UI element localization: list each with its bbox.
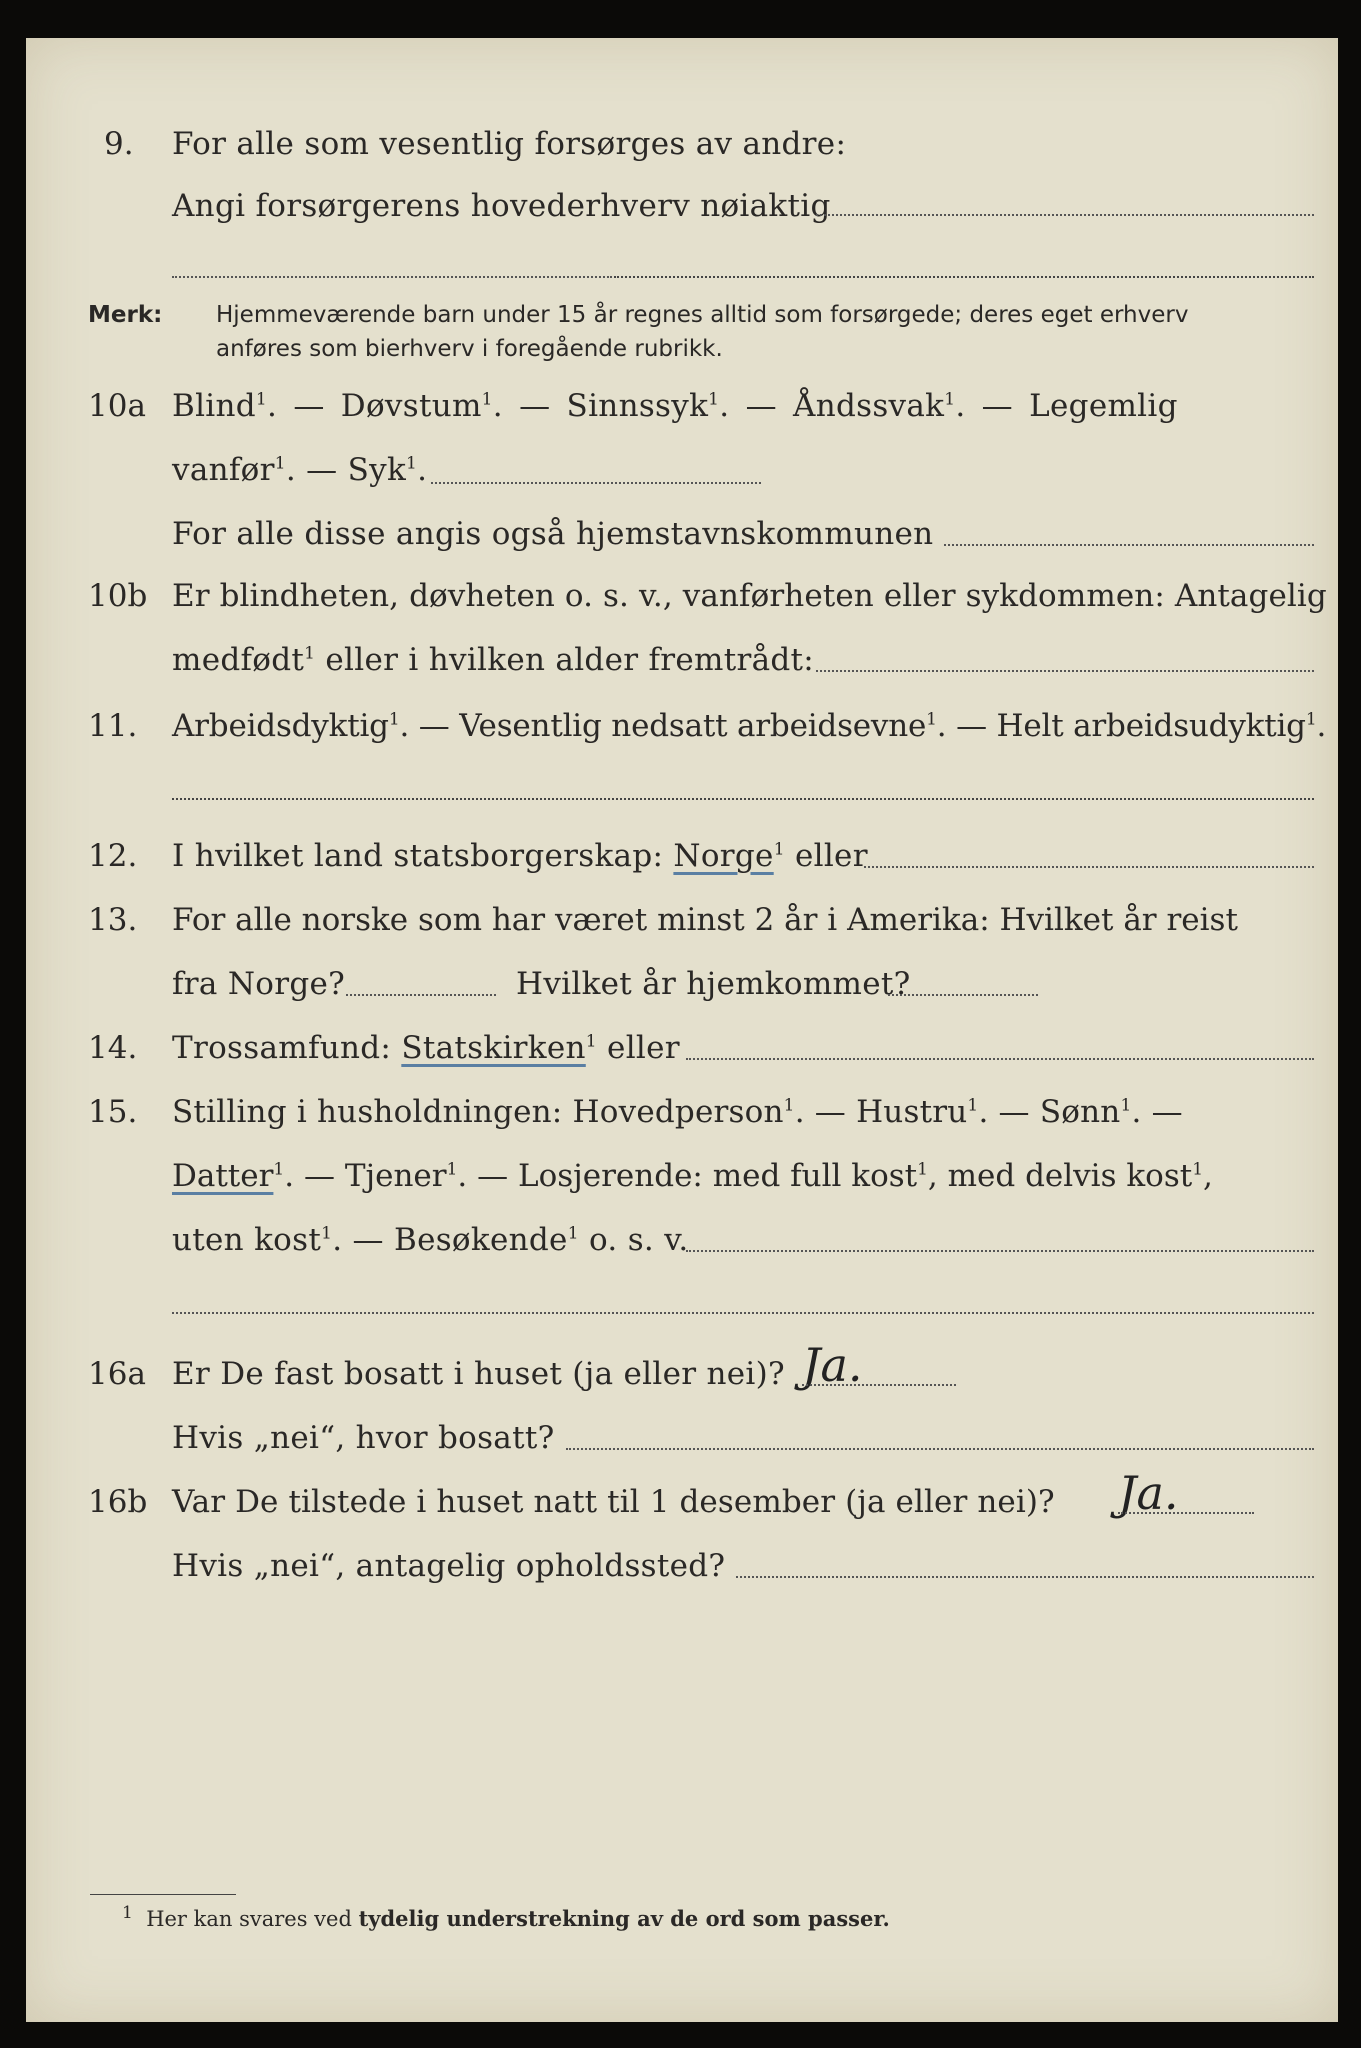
q9-number: 9. bbox=[104, 126, 134, 162]
q14-number: 14. bbox=[88, 1030, 138, 1066]
q16a-answer-field[interactable] bbox=[802, 1384, 956, 1386]
q9-answer-field[interactable] bbox=[816, 214, 1314, 216]
q11-line: Arbeidsdyktig$^1$. — Vesentlig nedsatt arbeidsevne$^1$. — Helt arbeidsudyktig$^1$. bbox=[172, 708, 1327, 744]
q16b-line2: Hvis „nei“, antagelig opholdssted? bbox=[172, 1548, 726, 1584]
q13-line2a: fra Norge? bbox=[172, 966, 346, 1002]
q15-line3: uten kost$^1$. — Besøkende$^1$ o. s. v. bbox=[172, 1222, 689, 1258]
footnote: $^1$ Her kan svares ved tydelig understrekning av de ord som passer. bbox=[122, 1903, 890, 1931]
q10b-line1: Er blindheten, døvheten o. s. v., vanførheten eller sykdommen: Antagelig bbox=[172, 578, 1327, 614]
merk-line2: anføres som bierhverv i foregående rubrikk. bbox=[216, 336, 723, 362]
q10b-number: 10b bbox=[88, 578, 148, 614]
q10a-line3: For alle disse angis også hjemstavnskommunen bbox=[172, 516, 934, 552]
merk-label: Merk: bbox=[88, 302, 163, 328]
q16b-answer-field[interactable] bbox=[1118, 1512, 1254, 1514]
q10a-hjemstavn-field[interactable] bbox=[944, 544, 1314, 546]
q11-number: 11. bbox=[88, 708, 138, 744]
q9-answer-field-2a[interactable] bbox=[172, 276, 612, 278]
q16a-line2: Hvis „nei“, hvor bosatt? bbox=[172, 1420, 555, 1456]
q16b-line1: Var De tilstede i huset natt til 1 desember (ja eller nei)? bbox=[172, 1484, 1055, 1520]
q10a-line2: vanfør$^1$. — Syk$^1$. bbox=[172, 452, 428, 488]
census-form-page bbox=[26, 38, 1338, 2022]
q9-line2: Angi forsørgerens hovederhverv nøiaktig bbox=[172, 188, 831, 224]
q10a-number: 10a bbox=[88, 388, 146, 424]
q16a-handwritten-answer: Ja. bbox=[802, 1338, 863, 1392]
q11-answer-field[interactable] bbox=[172, 798, 1314, 800]
q9-answer-field-2b[interactable] bbox=[614, 276, 1314, 278]
q13-line2b: Hvilket år hjemkommet? bbox=[516, 966, 911, 1002]
q13-reist-field[interactable] bbox=[346, 994, 496, 996]
q16a-number: 16a bbox=[88, 1356, 146, 1392]
q13-hjemkommet-field[interactable] bbox=[888, 994, 1038, 996]
q15-line2: Datter$^1$. — Tjener$^1$. — Losjerende: med full kost$^1$, med delvis kost$^1$, bbox=[172, 1158, 1213, 1194]
q9-line1: For alle som vesentlig forsørges av andre: bbox=[172, 126, 847, 162]
q10b-line2: medfødt$^1$ eller i hvilken alder fremtrådt: bbox=[172, 642, 815, 678]
q12-answer-field[interactable] bbox=[864, 866, 1314, 868]
q13-line1: For alle norske som har været minst 2 år i Amerika: Hvilket år reist bbox=[172, 902, 1238, 938]
q14-answer-field[interactable] bbox=[686, 1058, 1314, 1060]
q16a-line1: Er De fast bosatt i huset (ja eller nei)? bbox=[172, 1356, 785, 1392]
q12-line: I hvilket land statsborgerskap: Norge$^1$ eller bbox=[172, 838, 868, 874]
q15-answer-field[interactable] bbox=[686, 1250, 1314, 1252]
q16b-number: 16b bbox=[88, 1484, 148, 1520]
q10b-answer-field[interactable] bbox=[816, 670, 1314, 672]
q15-number: 15. bbox=[88, 1094, 138, 1130]
q10a-syk-field[interactable] bbox=[431, 482, 761, 484]
q16a-bosatt-field[interactable] bbox=[566, 1448, 1314, 1450]
q12-number: 12. bbox=[88, 838, 138, 874]
q15-answer-field-2[interactable] bbox=[172, 1312, 1314, 1314]
footnote-rule bbox=[90, 1894, 236, 1895]
q16b-opholdssted-field[interactable] bbox=[736, 1576, 1314, 1578]
q14-line: Trossamfund: Statskirken$^1$ eller bbox=[172, 1030, 680, 1066]
q10a-line1: Blind$^1$. — Døvstum$^1$. — Sinnssyk$^1$. — Åndssvak$^1$. — Legemlig bbox=[172, 388, 1178, 424]
q15-line1: Stilling i husholdningen: Hovedperson$^1$. — Hustru$^1$. — Sønn$^1$. — bbox=[172, 1094, 1183, 1130]
merk-line1: Hjemmeværende barn under 15 år regnes alltid som forsørgede; deres eget erhverv bbox=[216, 302, 1189, 328]
q16b-handwritten-answer: Ja. bbox=[1118, 1466, 1179, 1520]
q13-number: 13. bbox=[88, 902, 138, 938]
